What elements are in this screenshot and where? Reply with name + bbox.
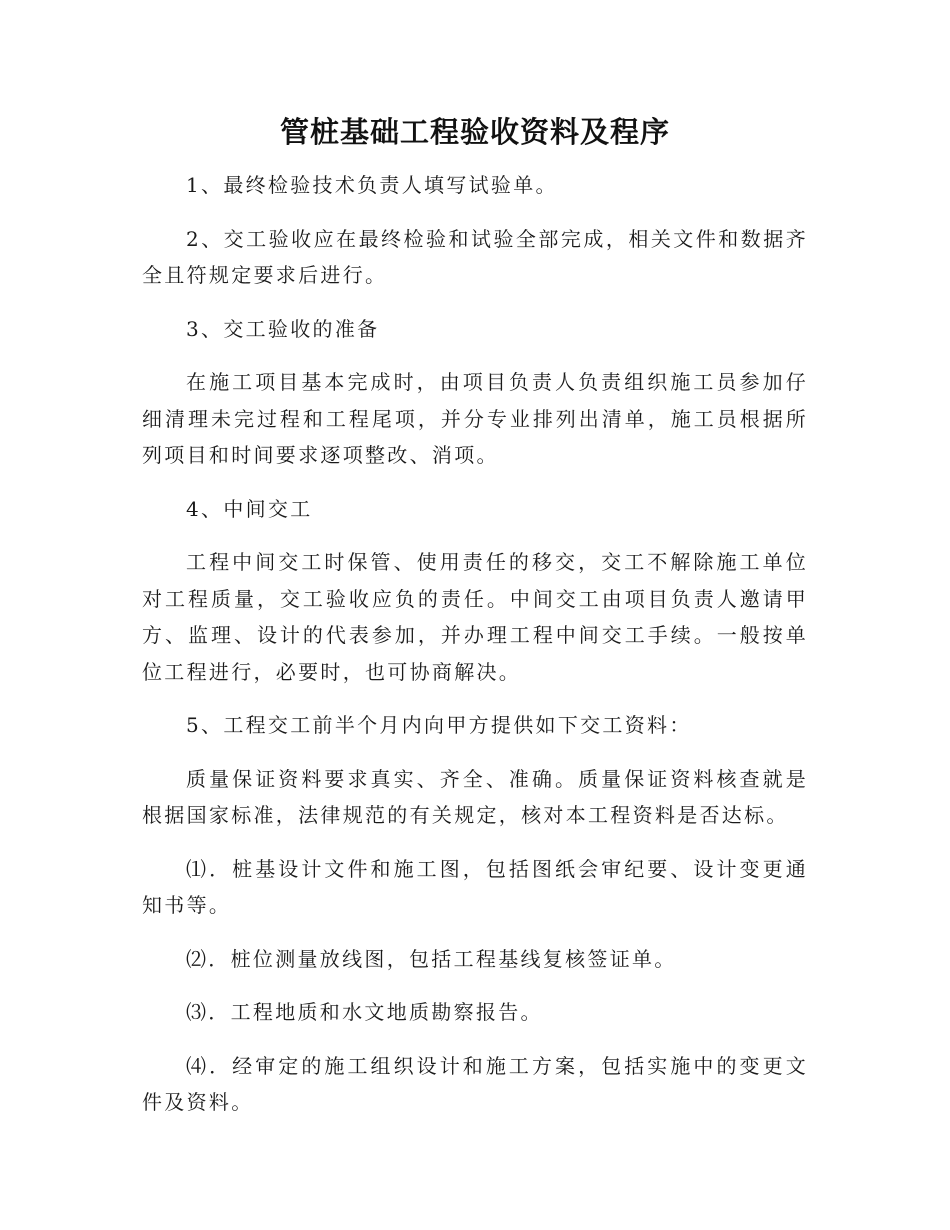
paragraph-step-2: 2、交工验收应在最终检验和试验全部完成，相关文件和数据齐全且符规定要求后进行。 <box>142 226 808 287</box>
paragraph-item-1: ⑴．桩基设计文件和施工图，包括图纸会审纪要、设计变更通知书等。 <box>142 856 808 917</box>
document-body <box>142 167 808 1138</box>
paragraph-step-3-heading: 3、交工验收的准备 <box>186 316 380 341</box>
paragraph-step-5-heading: 5、工程交工前半个月内向甲方提供如下交工资料： <box>186 713 692 737</box>
paragraph-item-3: ⑶．工程地质和水文地质勘察报告。 <box>186 1000 543 1024</box>
paragraph-step-5-body: 质量保证资料要求真实、齐全、准确。质量保证资料核查就是根据国家标准，法律规范的有关规定，核对本工程资料是否达标。 <box>142 766 808 827</box>
paragraph-step-4-body: 工程中间交工时保管、使用责任的移交，交工不解除施工单位对工程质量，交工验收应负的责任。中间交工由项目负责人邀请甲方、监理、设计的代表参加，并办理工程中间交工手续。一般按单位工程进行，必要时，也可协商解决。 <box>142 550 808 684</box>
paragraph-step-4-heading: 4、中间交工 <box>186 496 313 521</box>
paragraph-item-2: ⑵．桩位测量放线图，包括工程基线复核签证单。 <box>186 946 677 971</box>
paragraph-step-3-body: 在施工项目基本完成时，由项目负责人负责组织施工员参加仔细清理未完过程和工程尾项，并分专业排列出清单，施工员根据所列项目和时间要求逐项整改、消项。 <box>142 370 808 467</box>
paragraph-step-1: 1、最终检验技术负责人填写试验单。 <box>186 173 558 197</box>
document-title: 管桩基础工程验收资料及程序 <box>279 115 670 149</box>
paragraph-item-4: ⑷．经审定的施工组织设计和施工方案，包括实施中的变更文件及资料。 <box>142 1053 808 1114</box>
